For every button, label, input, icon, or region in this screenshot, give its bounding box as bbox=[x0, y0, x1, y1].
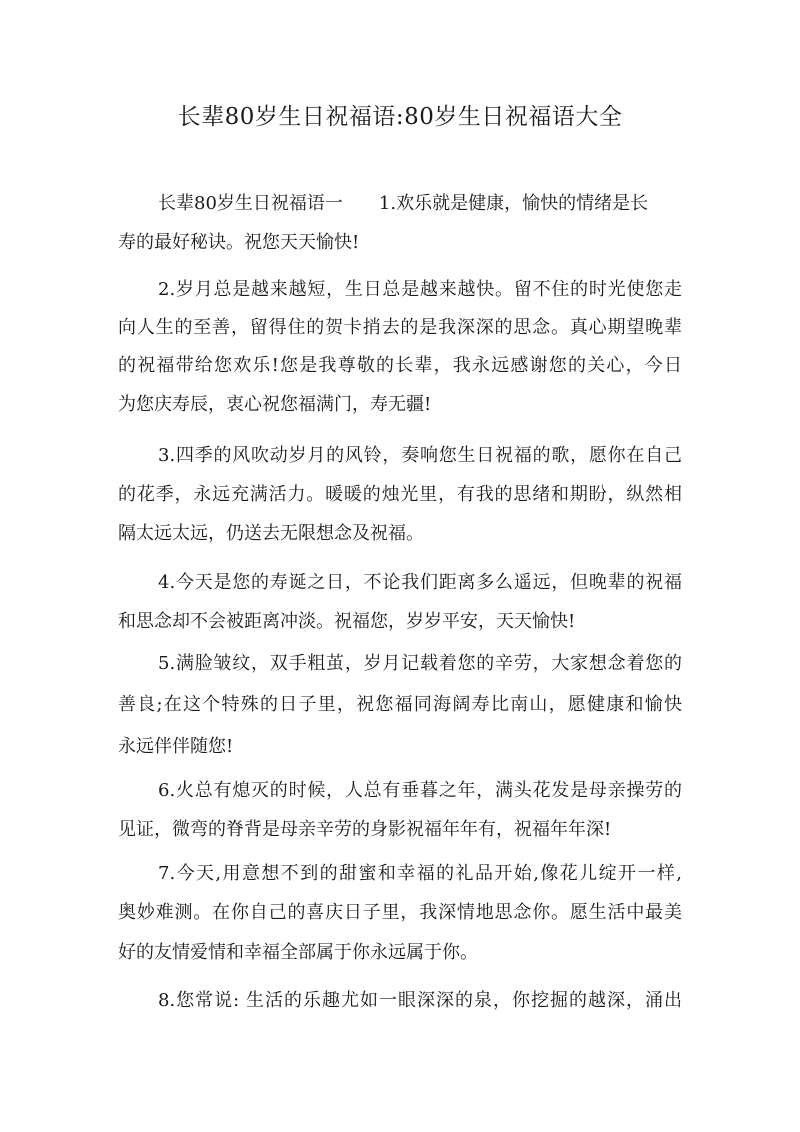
paragraph-5-line-3: 永远伴伴随您! bbox=[118, 736, 234, 757]
paragraph-1-line-2: 寿的最好秘诀。祝您天天愉快! bbox=[118, 232, 360, 253]
paragraph-1-line-1 bbox=[158, 191, 682, 217]
paragraph-8-line-1: 8.您常说: 生活的乐趣尤如一眼深深的泉，你挖掘的越深，涌出 bbox=[158, 990, 682, 1011]
paragraph-6-line-1: 6.火总有熄灭的时候，人总有垂暮之年，满头花发是母亲操劳的 bbox=[158, 780, 682, 801]
paragraph-7-line-2: 奥妙难测。在你自己的喜庆日子里，我深情地思念你。愿生活中最美 bbox=[118, 902, 682, 923]
paragraph-1-text: 1.欢乐就是健康，愉快的情绪是长 bbox=[378, 193, 649, 214]
paragraph-3-line-3: 隔太远太远，仍送去无限想念及祝福。 bbox=[118, 523, 424, 544]
paragraph-4-line-1: 4.今天是您的寿诞之日，不论我们距离多么遥远，但晚辈的祝福 bbox=[158, 572, 682, 593]
paragraph-3-line-1: 3.四季的风吹动岁月的风铃，奏响您生日祝福的歌，愿你在自己 bbox=[158, 445, 682, 466]
paragraph-7-line-1: 7.今天,用意想不到的甜蜜和幸福的礼品开始,像花儿绽开一样, bbox=[158, 863, 682, 884]
paragraph-2-line-4: 为您庆寿辰，衷心祝您福满门，寿无疆! bbox=[118, 394, 432, 415]
paragraph-3-line-2: 的花季，永远充满活力。暖暖的烛光里，有我的思绪和期盼，纵然相 bbox=[118, 484, 682, 505]
paragraph-2-line-2: 向人生的至善，留得住的贺卡捎去的是我深深的思念。真心期望晚辈 bbox=[118, 317, 682, 338]
paragraph-7-line-3: 好的友情爱情和幸福全部属于你永远属于你。 bbox=[118, 942, 478, 963]
paragraph-2-line-1: 2.岁月总是越来越短，生日总是越来越快。留不住的时光使您走 bbox=[158, 279, 682, 300]
paragraph-5-line-1: 5.满脸皱纹，双手粗茧，岁月记载着您的辛劳，大家想念着您的 bbox=[158, 653, 682, 674]
paragraph-4-line-2: 和思念却不会被距离冲淡。祝福您，岁岁平安，天天愉快! bbox=[118, 611, 576, 632]
document-title: 长辈80岁生日祝福语:80岁生日祝福语大全 bbox=[177, 104, 623, 130]
paragraph-2-line-3: 的祝福带给您欢乐!您是我尊敬的长辈，我永远感谢您的关心，今日 bbox=[118, 355, 682, 376]
section-heading: 长辈80岁生日祝福语一 bbox=[158, 193, 343, 214]
paragraph-6-line-2: 见证，微弯的脊背是母亲辛劳的身影祝福年年有，祝福年年深! bbox=[118, 819, 612, 840]
paragraph-5-line-2: 善良;在这个特殊的日子里，祝您福同海阔寿比南山，愿健康和愉快 bbox=[118, 694, 682, 715]
